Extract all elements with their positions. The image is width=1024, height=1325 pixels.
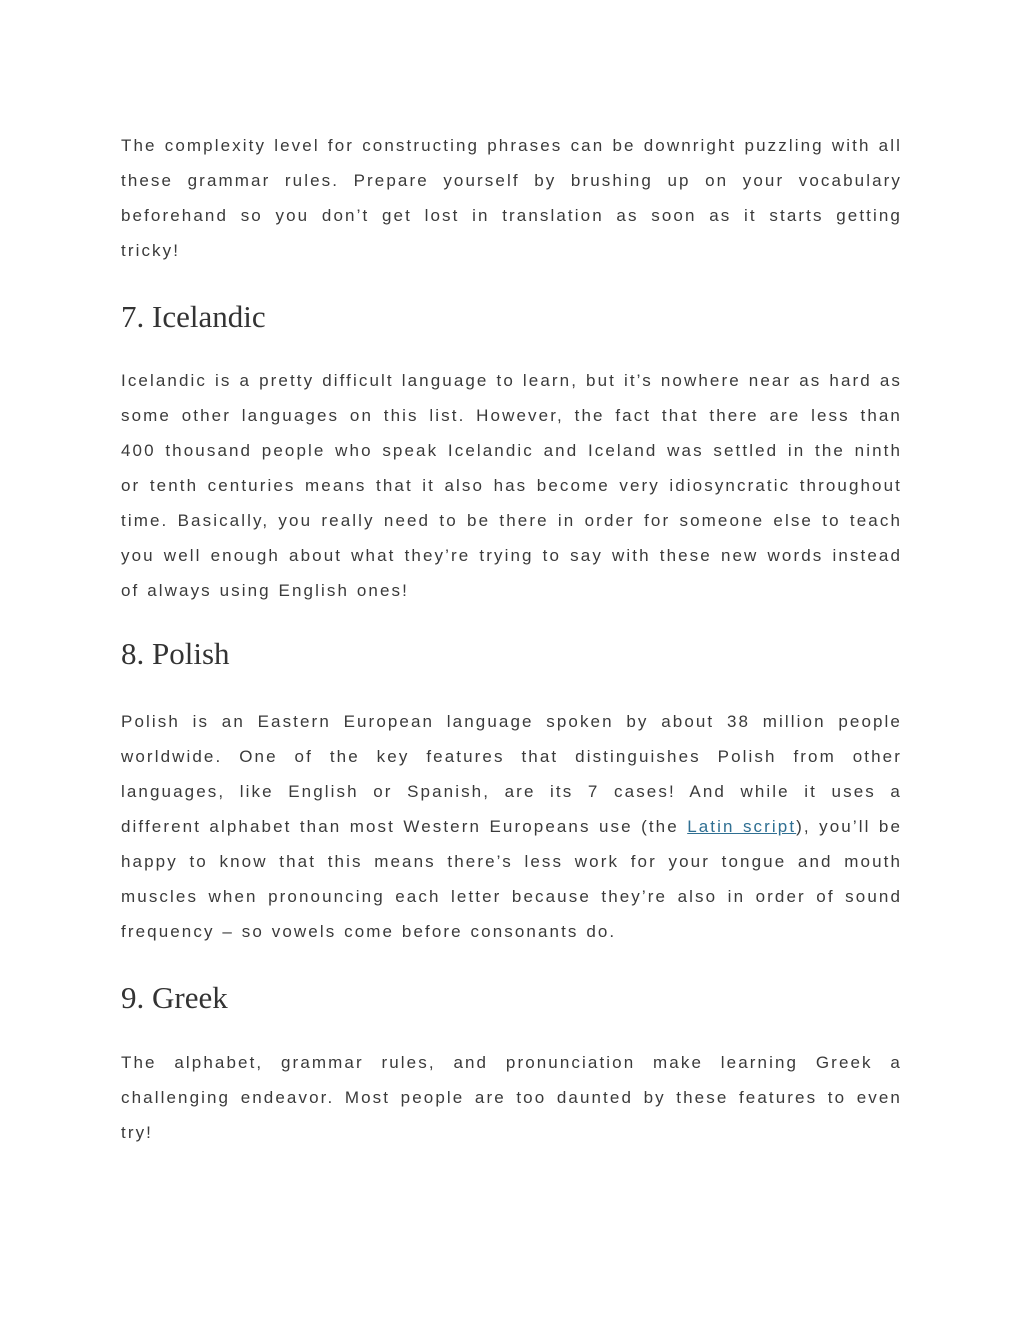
polish-text-before-link: Polish is an Eastern European language spoken by about 38 million people worldwide. One of the key features that distinguishes Polish from other languages, like English or Spanish, are its 7 cases! And while it uses a different alphabet than most Western Europeans use (the: [121, 712, 902, 836]
section-heading-icelandic: 7. Icelandic: [121, 299, 266, 334]
section-paragraph-greek: The alphabet, grammar rules, and pronunciation make learning Greek a challenging endeavor. Most people are too daunted by these features to even try!: [121, 1053, 902, 1142]
intro-paragraph: The complexity level for constructing phrases can be downright puzzling with all these grammar rules. Prepare yourself by brushing up on your vocabulary beforehand so you don’t get lost in translation as soon as it starts getting tricky!: [121, 136, 902, 260]
polish-text-after-link: ), you’ll be happy to know that this means there’s less work for your tongue and mouth muscles when pronouncing each letter because they’re also in order of sound frequency – so vowels come before consonants do.: [121, 817, 903, 941]
section-paragraph-icelandic: Icelandic is a pretty difficult language to learn, but it’s nowhere near as hard as some other languages on this list. However, the fact that there are less than 400 thousand people who speak Icelandic and Iceland was settled in the ninth or tenth centuries means that it also has become very idiosyncratic throughout time. Basically, you really need to be there in order for someone else to teach you well enough about what they’re trying to say with these new words instead of always using English ones!: [121, 371, 902, 600]
section-heading-polish: 8. Polish: [121, 636, 230, 671]
section-paragraph-polish: [121, 704, 902, 949]
section-heading-greek: 9. Greek: [121, 980, 228, 1015]
document-page: [121, 128, 902, 1150]
latin-script-link[interactable]: Latin script: [687, 817, 797, 836]
